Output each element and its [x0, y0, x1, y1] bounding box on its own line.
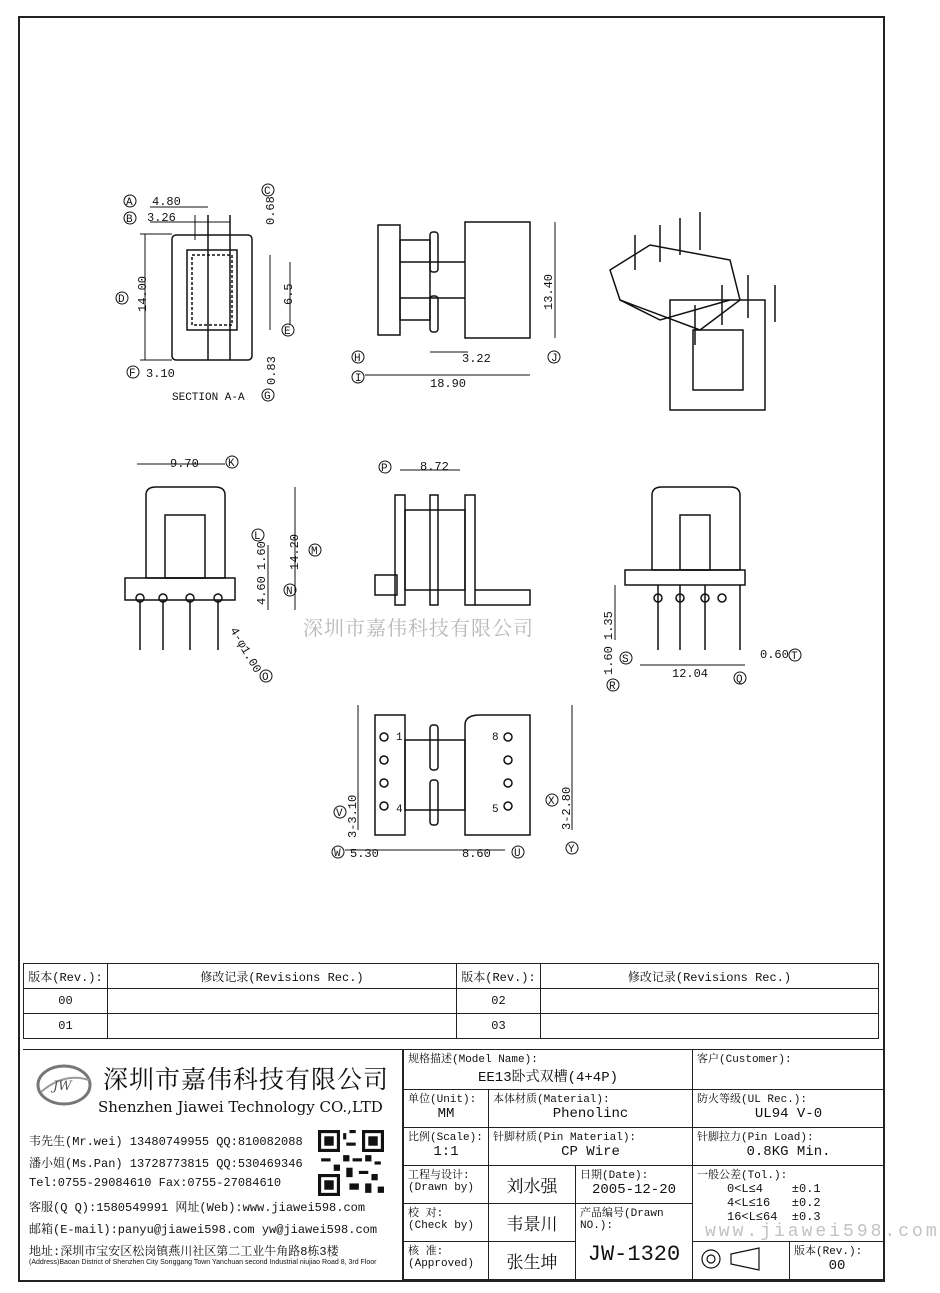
svg-text:A: A	[126, 197, 133, 209]
pin-material-value: CP Wire	[561, 1144, 620, 1160]
dim-6-5: 6.5	[282, 283, 296, 305]
qr-code	[318, 1130, 384, 1196]
contact-wei: 韦先生(Mr.wei) 13480749955 QQ:810082088	[29, 1135, 303, 1149]
svg-text:R: R	[609, 681, 616, 693]
contact-address: 地址:深圳市宝安区松岗镇燕川社区第二工业牛角路8栋3楼	[29, 1245, 339, 1259]
svg-text:G: G	[264, 391, 271, 403]
end-view	[615, 487, 745, 665]
dim-pin-dia: 4-φ1.00	[226, 625, 264, 676]
rev-value: 00	[828, 1258, 846, 1274]
pin-8-label: 8	[492, 732, 499, 744]
side-view-middle	[375, 470, 530, 605]
dim-1-60: 1.60	[255, 541, 269, 570]
material-label: 本体材质(Material):	[493, 1094, 610, 1106]
ul-label: 防火等级(UL Rec.):	[697, 1094, 808, 1106]
date-value: 2005-12-20	[591, 1182, 676, 1198]
pin-1-label: 1	[396, 732, 403, 744]
rev-label: 版本(Rev.):	[794, 1246, 863, 1258]
check-value: 韦景川	[506, 1216, 558, 1236]
watermark-text: 深圳市嘉伟科技有限公司	[303, 616, 534, 640]
section-label: SECTION A-A	[172, 392, 245, 404]
dim-3-2-80: 3-2.80	[560, 786, 574, 830]
ul-value: UL94 V-0	[754, 1106, 823, 1122]
reference-marker-letters	[118, 186, 798, 860]
svg-text:C: C	[264, 186, 271, 198]
drawn-value: 刘水强	[506, 1178, 558, 1198]
svg-text:D: D	[118, 294, 125, 306]
title-block	[403, 1049, 885, 1280]
contact-tel-fax: Tel:0755-29084610 Fax:0755-27084610	[29, 1176, 282, 1190]
svg-text:K: K	[228, 458, 235, 470]
pin-load-value: 0.8KG Min.	[746, 1144, 831, 1160]
dim-3-10: 3.10	[146, 367, 175, 381]
dim-14-00: 14.00	[136, 275, 150, 312]
pin-load-label: 针脚拉力(Pin Load):	[697, 1132, 814, 1144]
rev-header-right: 版本(Rev.):	[457, 964, 541, 989]
dim-18-90: 18.90	[430, 377, 467, 391]
unit-label: 单位(Unit):	[408, 1094, 477, 1106]
approved-value: 张生坤	[506, 1254, 558, 1274]
dim-4-80: 4.80	[152, 195, 181, 209]
side-view	[365, 222, 555, 375]
drawn-no-value: JW-1320	[587, 1242, 681, 1267]
isometric-view	[610, 212, 775, 410]
table-row: 01 03	[24, 1014, 879, 1039]
reference-markers	[116, 184, 801, 858]
svg-text:U: U	[514, 848, 521, 860]
svg-text:V: V	[336, 808, 343, 820]
svg-text:F: F	[129, 368, 136, 380]
check-label: 校 对:	[408, 1208, 444, 1220]
revision-table	[23, 963, 879, 1039]
svg-text:L: L	[254, 531, 261, 543]
pin-5-label: 5	[492, 804, 499, 816]
dim-12-04: 12.04	[672, 667, 709, 681]
svg-text:S: S	[622, 654, 629, 666]
dim-0-60: 0.60	[760, 648, 789, 662]
contact-email: 邮箱(E-mail):panyu@jiawei598.com yw@jiawei598.com	[29, 1223, 378, 1237]
tol-row-3: 16<L≤64 ±0.3	[727, 1210, 821, 1224]
pin-material-label: 针脚材质(Pin Material):	[493, 1132, 637, 1144]
svg-text:H: H	[354, 353, 361, 365]
contact-qq-web: 客服(Q Q):1580549991 网址(Web):www.jiawei598.com	[29, 1201, 366, 1215]
drawn-no-label: 产品编号(Drawn NO.):	[580, 1208, 664, 1232]
tol-row-2: 4<L≤16 ±0.2	[727, 1196, 821, 1210]
tol-label: 一般公差(Tol.):	[697, 1170, 788, 1182]
dim-0-68: 0.68	[264, 196, 278, 225]
dim-0-83: 0.83	[265, 356, 279, 385]
customer-label: 客户(Customer):	[697, 1054, 792, 1066]
approved-label: 核 准:	[408, 1246, 444, 1258]
dimension-labels	[136, 195, 789, 861]
approved-sub: (Approved)	[408, 1258, 475, 1270]
svg-text:J: J	[551, 353, 558, 365]
drawn-sub: (Drawn by)	[408, 1182, 475, 1194]
svg-text:P: P	[381, 463, 388, 475]
dim-1-35: 1.35	[602, 611, 616, 640]
scale-label: 比例(Scale):	[408, 1132, 483, 1144]
dim-13-40: 13.40	[542, 273, 556, 310]
svg-text:Q: Q	[736, 674, 743, 686]
rec-header-right: 修改记录(Revisions Rec.)	[541, 964, 879, 989]
dim-3-22: 3.22	[462, 352, 491, 366]
dim-8-60: 8.60	[462, 847, 491, 861]
dim-3-26: 3.26	[147, 211, 176, 225]
drawn-label: 工程与设计:	[408, 1170, 470, 1182]
date-label: 日期(Date):	[580, 1170, 649, 1182]
section-view	[140, 207, 290, 360]
svg-text:W: W	[334, 848, 341, 860]
dim-14-20: 14.20	[288, 533, 302, 570]
svg-text:Y: Y	[568, 844, 575, 856]
dim-4-60: 4.60	[255, 576, 269, 605]
svg-text:I: I	[355, 373, 362, 385]
svg-text:T: T	[791, 651, 798, 663]
svg-text:N: N	[286, 586, 293, 598]
model-value: EE13卧式双槽(4+4P)	[477, 1070, 618, 1086]
dim-1-60-b: 1.60	[602, 646, 616, 675]
pin-4-label: 4	[396, 804, 403, 816]
front-view	[125, 464, 295, 650]
dim-3-3-10: 3-3.10	[346, 794, 360, 838]
rec-header-left: 修改记录(Revisions Rec.)	[108, 964, 457, 989]
dim-8-72: 8.72	[420, 460, 449, 474]
svg-text:X: X	[548, 796, 555, 808]
scale-value: 1:1	[433, 1144, 459, 1160]
dim-5-30: 5.30	[350, 847, 379, 861]
address-en: (Address)Baoan District of Shenzhen City Songgang Town Yanchuan second Industrial niujiao Road 8, 3rd Floor	[29, 1259, 377, 1266]
rev-header-left: 版本(Rev.):	[24, 964, 108, 989]
contact-pan: 潘小姐(Ms.Pan) 13728773815 QQ:530469346	[29, 1157, 303, 1171]
dim-9-70: 9.70	[170, 457, 199, 471]
svg-text:B: B	[126, 214, 133, 226]
company-block	[23, 1049, 403, 1282]
company-logo	[35, 1062, 93, 1108]
check-sub: (Check by)	[408, 1220, 475, 1232]
tol-row-1: 0<L≤4 ±0.1	[727, 1182, 821, 1196]
svg-text:M: M	[311, 546, 318, 558]
model-label: 规格描述(Model Name):	[408, 1054, 538, 1066]
watermark-url: www.jiawei598.com	[705, 1222, 940, 1242]
svg-text:E: E	[284, 326, 291, 338]
projection-symbol	[697, 1244, 777, 1274]
unit-value: MM	[437, 1106, 455, 1122]
svg-text:JW: JW	[53, 1079, 72, 1094]
table-row: 00 02	[24, 989, 879, 1014]
company-name-cn: 深圳市嘉伟科技有限公司	[103, 1065, 390, 1094]
bottom-view	[345, 705, 572, 850]
material-value: Phenolinc	[552, 1106, 629, 1122]
svg-text:O: O	[262, 672, 269, 684]
company-name-en: Shenzhen Jiawei Technology CO.,LTD	[98, 1098, 383, 1116]
